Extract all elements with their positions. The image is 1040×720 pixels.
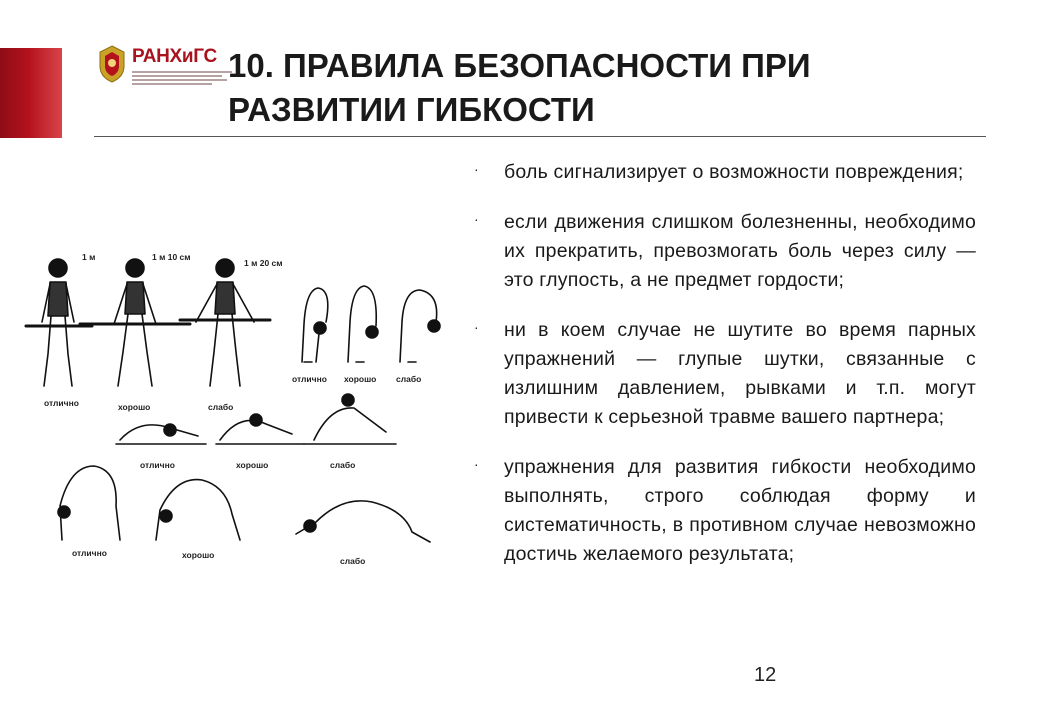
row1b-label-1: отлично (292, 374, 327, 384)
row1b-label-2: хорошо (344, 374, 377, 384)
bullet-icon: · (474, 161, 479, 177)
seated-fold-2 (216, 414, 304, 444)
bullet-icon: · (474, 456, 479, 472)
bridge-2 (156, 480, 240, 540)
row3-label-1: отлично (72, 548, 107, 558)
bridge-3 (296, 501, 430, 542)
bridge-1 (58, 466, 120, 540)
label-1m10: 1 м 10 см (152, 252, 191, 262)
page-title (228, 44, 988, 132)
standing-figure-2 (80, 259, 190, 386)
title-line-1: 10. ПРАВИЛА БЕЗОПАСНОСТИ ПРИ (228, 47, 811, 84)
forward-bend-1 (302, 288, 328, 362)
row3-label-2: хорошо (182, 550, 215, 560)
row1-label-3: слабо (208, 402, 234, 412)
list-item (470, 316, 976, 432)
list-item (470, 208, 976, 295)
row1b-label-3: слабо (396, 374, 422, 384)
list-item (470, 158, 976, 187)
flexibility-illustration (20, 244, 460, 574)
title-line-2: РАЗВИТИИ ГИБКОСТИ (228, 91, 595, 128)
row1-label-2: хорошо (118, 402, 151, 412)
list-item-text: боль сигнализирует о возможности повреждения; (504, 161, 964, 183)
row3-label-3: слабо (340, 556, 366, 566)
list-item-text: упражнения для развития гибкости необходимо выполнять, строго соблюдая форму и систематичность, в противном случае невозможно достичь желаемого результата; (504, 456, 976, 565)
logo-subtitle-lines (132, 71, 232, 87)
seated-fold-1 (116, 424, 206, 444)
flexibility-exercises-drawing (20, 244, 460, 574)
row2-label-2: хорошо (236, 460, 269, 470)
seated-fold-3 (304, 394, 396, 444)
bullet-icon: · (474, 319, 479, 335)
page-number: 12 (754, 664, 777, 686)
list-item-text: ни в коем случае не шутите во время парных упражнений — глупые шутки, связанные с излишним давлением, рывками и т.п. могут привести к серьезной травме вашего партнера; (504, 319, 976, 428)
forward-bend-3 (400, 290, 440, 362)
list-item-text: если движения слишком болезненны, необходимо их прекратить, превозмогать боль через силу — это глупость, а не предмет гордости; (504, 211, 976, 291)
row2-label-3: слабо (330, 460, 356, 470)
title-divider (94, 136, 986, 137)
list-item (470, 453, 976, 569)
safety-rules-list (470, 158, 976, 590)
row2-label-1: отлично (140, 460, 175, 470)
logo-text: РАНХиГС (132, 46, 217, 67)
label-1m20: 1 м 20 см (244, 258, 283, 268)
standing-figure-3 (180, 259, 270, 386)
emblem-icon (96, 44, 128, 84)
forward-bend-2 (348, 286, 378, 362)
row1-label-1: отлично (44, 398, 79, 408)
logo (96, 44, 236, 88)
bullet-icon: · (474, 211, 479, 227)
label-1m: 1 м (82, 252, 96, 262)
accent-bar (0, 48, 62, 138)
